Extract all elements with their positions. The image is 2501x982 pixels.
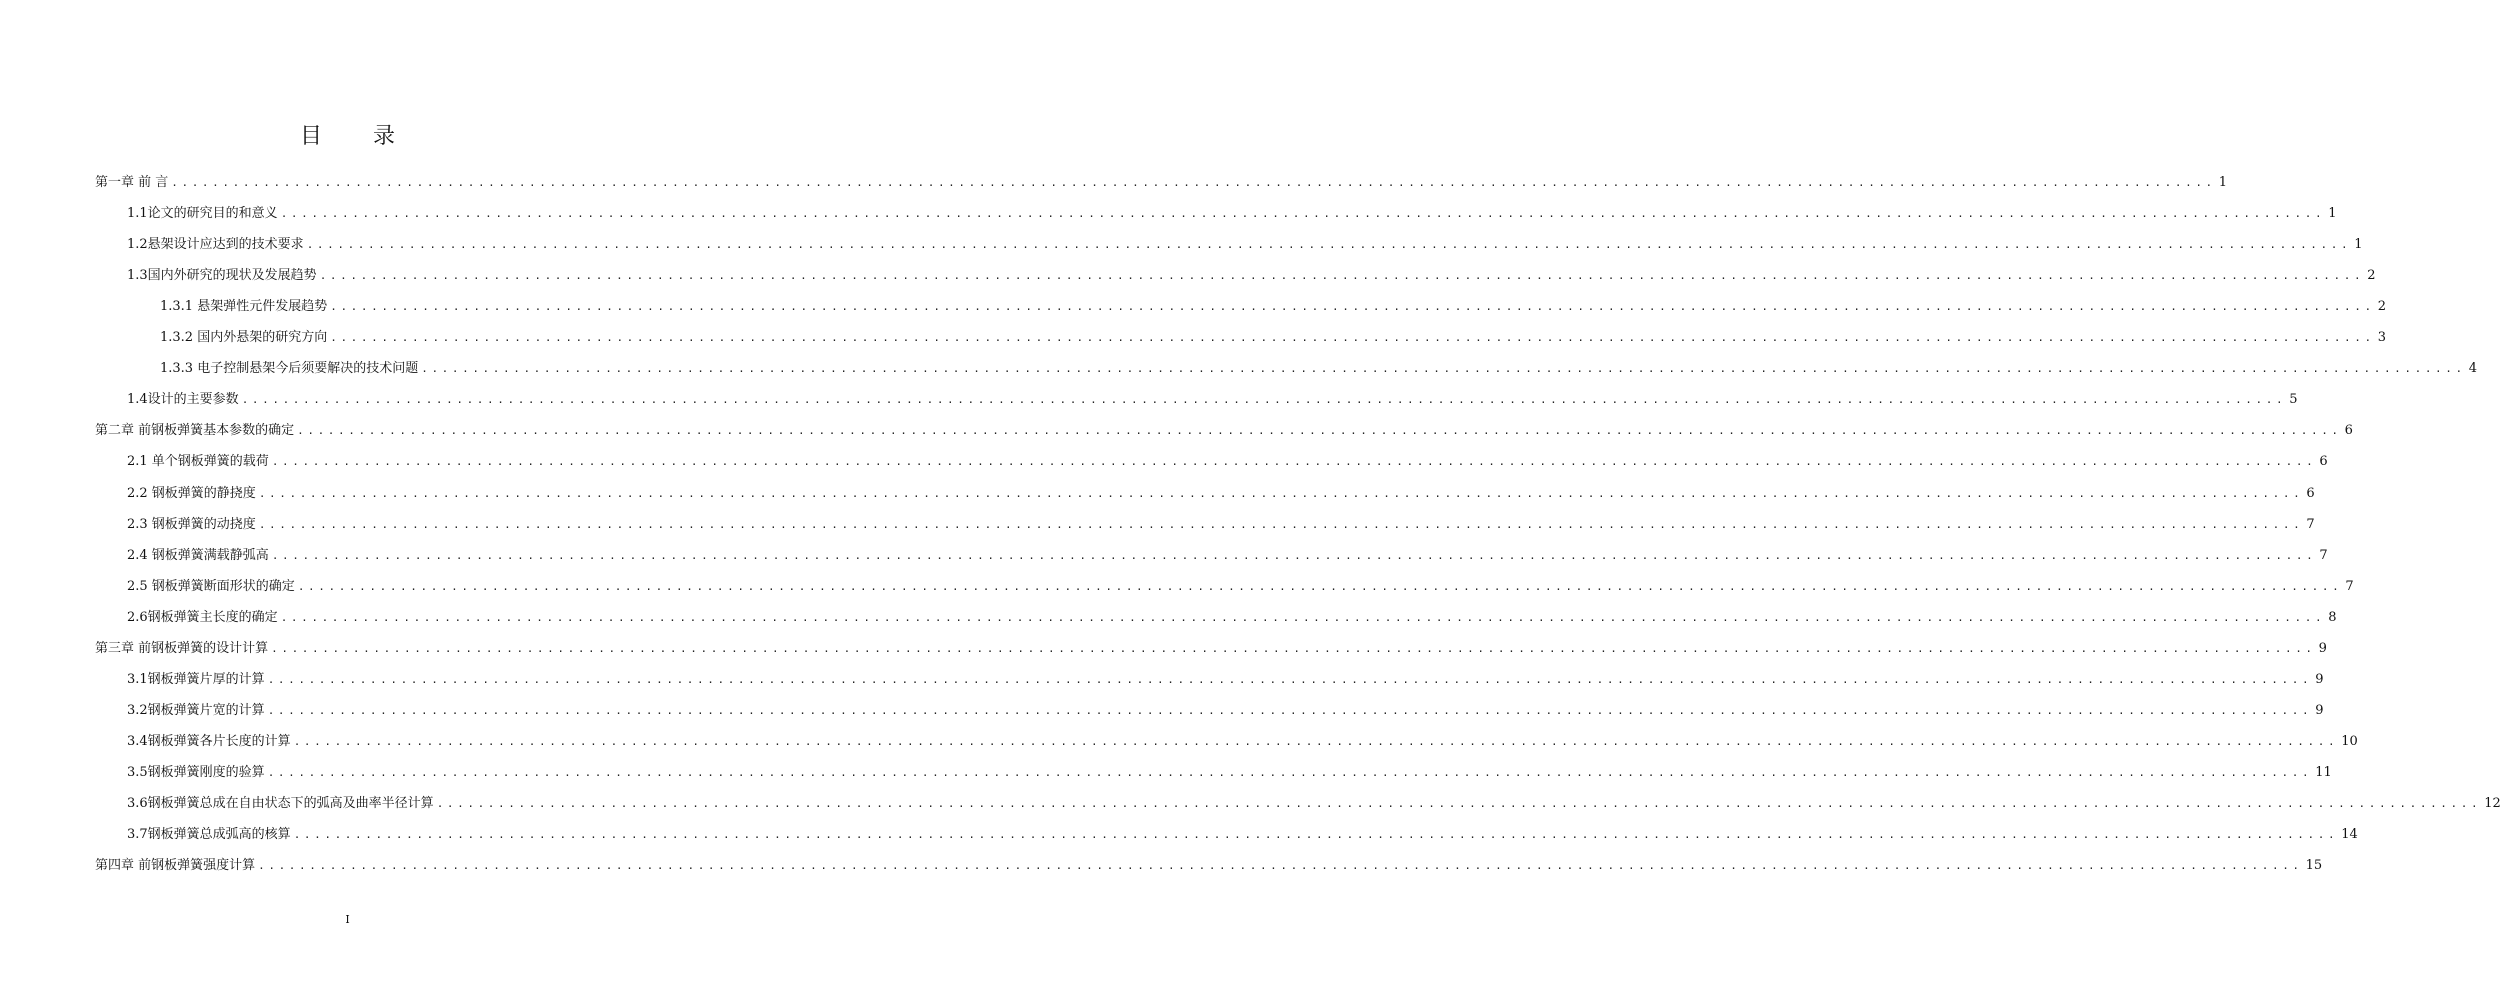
toc-entry-title: 第三章 前钢板弹簧的设计计算 <box>95 641 269 656</box>
toc-entry-page: 4 <box>2468 361 2478 376</box>
toc-entry[interactable] <box>160 294 2387 320</box>
toc-leader-dots: ........................................................................................................................................................................................................ <box>306 238 2352 251</box>
toc-entry[interactable] <box>127 698 2324 724</box>
toc-leader-dots: ........................................................................................................................................................................................................ <box>293 828 2339 841</box>
toc-leader-dots: ........................................................................................................................................................................................................ <box>271 455 2317 468</box>
toc-entry[interactable] <box>127 449 2328 475</box>
toc-entry-title: 1.3.2 国内外悬架的研究方向 <box>160 330 328 345</box>
toc-entry-page: 7 <box>2345 579 2354 594</box>
toc-entry-page: 9 <box>2318 641 2327 656</box>
toc-entry-title: 3.7钢板弹簧总成弧高的核算 <box>127 827 291 842</box>
toc-entry[interactable] <box>127 481 2315 507</box>
toc-entry[interactable] <box>127 512 2315 538</box>
toc-entry[interactable] <box>127 791 2501 817</box>
toc-entry[interactable] <box>127 201 2337 227</box>
toc-entry-page: 1 <box>2218 175 2228 190</box>
toc-entry[interactable] <box>127 263 2376 289</box>
toc-entry-title: 2.1 单个钢板弹簧的载荷 <box>127 454 269 469</box>
toc-entry-title: 3.2钢板弹簧片宽的计算 <box>127 703 265 718</box>
toc-entry[interactable] <box>95 636 2327 662</box>
toc-entry-page: 1 <box>2354 237 2363 252</box>
toc-leader-dots: ........................................................................................................................................................................................................ <box>258 487 2304 500</box>
toc-entry[interactable] <box>127 543 2328 569</box>
toc-entry-page: 6 <box>2319 454 2328 469</box>
toc-leader-dots: ........................................................................................................................................................................................................ <box>267 704 2313 717</box>
toc-entry-page: 12 <box>2484 796 2501 811</box>
toc-entry[interactable] <box>160 356 2478 382</box>
toc-entry-page: 15 <box>2305 858 2323 873</box>
toc-entry[interactable] <box>127 605 2337 631</box>
toc-entry-title: 2.2 钢板弹簧的静挠度 <box>127 486 256 501</box>
toc-leader-dots: ........................................................................................................................................................................................................ <box>280 207 2326 220</box>
toc-leader-dots: ........................................................................................................................................................................................................ <box>271 549 2317 562</box>
toc-leader-dots: ........................................................................................................................................................................................................ <box>330 331 2375 344</box>
toc-entry-page: 9 <box>2315 672 2324 687</box>
toc-entry-page: 5 <box>2289 392 2298 407</box>
toc-entry-title: 2.5 钢板弹簧断面形状的确定 <box>127 579 295 594</box>
toc-entry-title: 第四章 前钢板弹簧强度计算 <box>95 858 256 873</box>
toc-entry-page: 10 <box>2341 734 2358 749</box>
toc-entry[interactable] <box>127 760 2332 786</box>
toc-entry-title: 1.3.1 悬架弹性元件发展趋势 <box>160 299 328 314</box>
toc-leader-dots: ........................................................................................................................................................................................................ <box>293 735 2339 748</box>
toc-entry-title: 1.1论文的研究目的和意义 <box>127 206 278 221</box>
toc-entry[interactable] <box>95 418 2353 444</box>
toc-entry-title: 1.4设计的主要参数 <box>127 392 239 407</box>
page-title: 目 录 <box>300 124 417 149</box>
toc-entry-title: 3.4钢板弹簧各片长度的计算 <box>127 734 291 749</box>
toc-entry-title: 1.3国内外研究的现状及发展趋势 <box>127 268 317 283</box>
toc-entry[interactable] <box>127 667 2324 693</box>
toc-entry-title: 3.1钢板弹簧片厚的计算 <box>127 672 265 687</box>
toc-leader-dots: ........................................................................................................................................................................................................ <box>171 176 2216 189</box>
toc-entry[interactable] <box>127 232 2363 258</box>
toc-entry-page: 3 <box>2377 330 2387 345</box>
toc-entry-title: 1.2悬架设计应达到的技术要求 <box>127 237 304 252</box>
toc-entry-title: 3.5钢板弹簧刚度的验算 <box>127 765 265 780</box>
toc-entry-title: 2.6钢板弹簧主长度的确定 <box>127 610 278 625</box>
toc-entry-page: 11 <box>2315 765 2332 780</box>
toc-leader-dots: ........................................................................................................................................................................................................ <box>271 642 2316 655</box>
toc-leader-dots: ........................................................................................................................................................................................................ <box>258 859 2303 872</box>
toc-entry[interactable] <box>95 170 2228 196</box>
toc-entry-title: 第二章 前钢板弹簧基本参数的确定 <box>95 423 295 438</box>
toc-entry-page: 2 <box>2367 268 2376 283</box>
toc-leader-dots: ........................................................................................................................................................................................................ <box>319 269 2365 282</box>
toc-leader-dots: ........................................................................................................................................................................................................ <box>241 393 2287 406</box>
toc-entry-page: 6 <box>2306 486 2315 501</box>
toc-entry-page: 7 <box>2306 517 2315 532</box>
toc-entry-title: 2.3 钢板弹簧的动挠度 <box>127 517 256 532</box>
toc-leader-dots: ........................................................................................................................................................................................................ <box>421 362 2466 375</box>
toc-entry[interactable] <box>127 574 2354 600</box>
toc-entry-title: 第一章 前 言 <box>95 175 169 190</box>
toc-leader-dots: ........................................................................................................................................................................................................ <box>267 766 2313 779</box>
toc-entry-page: 7 <box>2319 548 2328 563</box>
toc-leader-dots: ........................................................................................................................................................................................................ <box>267 673 2313 686</box>
toc-entry-title: 1.3.3 电子控制悬架今后须要解决的技术问题 <box>160 361 419 376</box>
toc-leader-dots: ........................................................................................................................................................................................................ <box>297 580 2343 593</box>
toc-entry-page: 2 <box>2377 299 2387 314</box>
toc-entry[interactable] <box>95 853 2323 879</box>
toc-leader-dots: ........................................................................................................................................................................................................ <box>280 611 2326 624</box>
page-number: I <box>345 913 350 926</box>
toc-entry[interactable] <box>127 822 2358 848</box>
toc-entry[interactable] <box>127 387 2298 413</box>
toc-entry-page: 1 <box>2328 206 2337 221</box>
toc-entry-title: 3.6钢板弹簧总成在自由状态下的弧高及曲率半径计算 <box>127 796 434 811</box>
toc-entry[interactable] <box>127 729 2358 755</box>
toc-leader-dots: ........................................................................................................................................................................................................ <box>436 797 2482 810</box>
toc-entry[interactable] <box>160 325 2387 351</box>
toc-leader-dots: ........................................................................................................................................................................................................ <box>258 518 2304 531</box>
toc-leader-dots: ........................................................................................................................................................................................................ <box>330 300 2375 313</box>
toc-entry-page: 14 <box>2341 827 2358 842</box>
toc-entry-page: 8 <box>2328 610 2337 625</box>
toc-entry-page: 6 <box>2344 423 2353 438</box>
toc-entry-page: 9 <box>2315 703 2324 718</box>
toc-leader-dots: ........................................................................................................................................................................................................ <box>297 424 2342 437</box>
toc-entry-title: 2.4 钢板弹簧满载静弧高 <box>127 548 269 563</box>
